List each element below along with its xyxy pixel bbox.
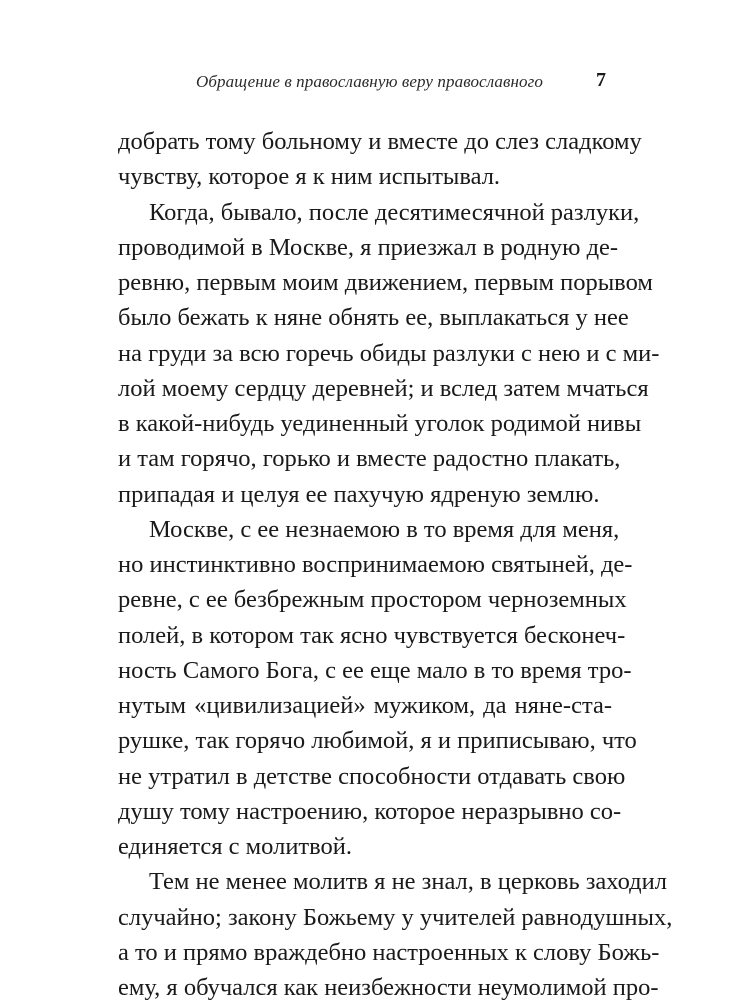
text-line: ему, я обучался как неизбежности неумолимой про-	[118, 974, 659, 1001]
text-line: а то и прямо враждебно настроенных к слову Божь-	[118, 938, 660, 966]
page-number: 7	[596, 69, 606, 91]
text-line: единяется с молитвой.	[118, 833, 353, 860]
text-line: душу тому настроению, которое неразрывно со-	[118, 797, 622, 825]
text-line: ревню, первым моим движением, первым порывом	[118, 269, 653, 296]
text-line: Когда, бывало, после десятимесячной разлуки,	[149, 198, 640, 226]
text-line: ность Самого Бога, с ее еще мало в то время тро-	[118, 656, 632, 684]
text-line: добрать тому больному и вместе до слез сладкому	[118, 128, 642, 155]
text-line: ревне, с ее безбрежным простором черноземных	[118, 586, 627, 614]
text-line: не утратил в детстве способности отдавать свою	[118, 762, 626, 790]
text-line: случайно; закону Божьему у учителей равнодушных,	[118, 903, 673, 931]
text-line: Тем не менее молитв я не знал, в церковь заходил	[149, 868, 667, 896]
text-line: припадая и целуя ее пахучую ядреную землю.	[118, 480, 600, 508]
text-line: Москве, с ее незнаемою в то время для меня,	[149, 515, 620, 543]
text-line: в какой-нибудь уединенный уголок родимой нивы	[118, 410, 642, 437]
text-line: проводимой в Москве, я приезжал в родную де-	[118, 233, 619, 261]
text-line: и там горячо, горько и вместе радостно плакать,	[118, 445, 621, 473]
body-text	[118, 124, 673, 1005]
running-header-title: Обращение в православную веру православного	[196, 72, 543, 91]
text-line: полей, в котором так ясно чувствуется бесконеч-	[118, 621, 626, 649]
text-line: было бежать к няне обнять ее, выплакаться у нее	[118, 304, 629, 332]
text-line: рушке, так горячо любимой, я и приписываю, что	[118, 727, 637, 755]
text-line: чувству, которое я к ним испытывал.	[118, 163, 501, 191]
running-header	[118, 69, 614, 100]
text-line: лой моему сердцу деревней; и вслед затем мчаться	[118, 374, 649, 402]
text-line: нутым «цивилизацией» мужиком, да няне-ста-	[118, 692, 612, 719]
text-line: на груди за всю горечь обиды разлуки с нею и с ми-	[118, 339, 660, 367]
text-line: но инстинктивно воспринимаемою святыней, де-	[118, 551, 633, 578]
